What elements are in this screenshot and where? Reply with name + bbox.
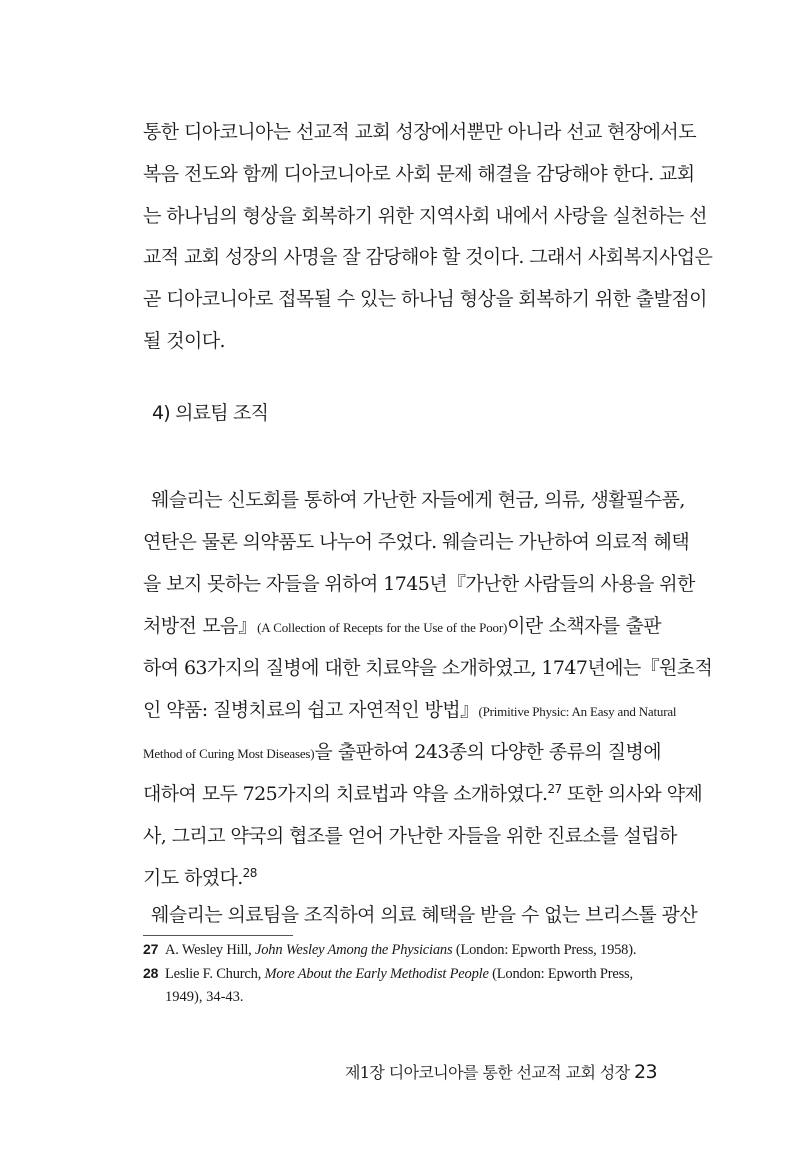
english-title: Method of Curing Most Diseases) [143, 746, 315, 761]
paragraph-line: 하여 63가지의 질병에 대한 치료약을 소개하였고, 1747년에는『원초적 [143, 657, 713, 679]
paragraph-line: 교적 교회 성장의 사명을 잘 감당해야 할 것이다. 그래서 사회복지사업은 [143, 246, 713, 268]
paragraph-line: 웨슬리는 의료팀을 조직하여 의료 혜택을 받을 수 없는 브리스톨 광산 [151, 904, 698, 926]
english-title: (Primitive Physic: An Easy and Natural [478, 704, 677, 719]
paragraph-line: 통한 디아코니아는 선교적 교회 성장에서뿐만 아니라 선교 현장에서도 [143, 121, 696, 143]
footnote [143, 938, 661, 961]
text-segment: 처방전 모음』 [143, 615, 258, 637]
page-number: 23 [634, 1061, 657, 1083]
text-segment: 대하여 모두 725가지의 치료법과 약을 소개하였다. [143, 783, 548, 805]
paragraph-line: 곧 디아코니아로 접목될 수 있는 하나님 형상을 회복하기 위한 출발점이 [143, 288, 707, 310]
footnote-number: 27 [143, 941, 159, 957]
footnote-text: (London: Epworth Press, [488, 966, 633, 982]
footnote-text: (London: Epworth Press, 1958). [452, 942, 637, 958]
text-segment: 인 약품: 질병치료의 쉽고 자연적인 방법』 [143, 699, 479, 721]
paragraph-line: 는 하나님의 형상을 회복하기 위한 지역사회 내에서 사랑을 실천하는 선 [143, 205, 707, 227]
footnote-ref[interactable]: 27 [547, 782, 562, 796]
running-head: 제1장 디아코니아를 통한 선교적 교회 성장 [344, 1063, 630, 1082]
paragraph-line: 사, 그리고 약국의 협조를 얻어 가난한 자들을 위한 진료소를 설립하 [143, 825, 677, 847]
section-heading: 4) 의료팀 조직 [152, 402, 269, 424]
paragraph-line [143, 863, 661, 893]
footnote-ref[interactable]: 28 [242, 866, 257, 880]
text-segment: 을 출판하여 243종의 다양한 종류의 질병에 [314, 741, 662, 763]
page-footer [345, 1060, 657, 1083]
footnote-text: Leslie F. Church, [165, 966, 265, 982]
paragraph-line [143, 779, 703, 809]
paragraph-line [143, 737, 661, 769]
footnote-divider [143, 935, 293, 936]
paragraph-line: 복음 전도와 함께 디아코니아로 사회 문제 해결을 감당해야 한다. 교회 [143, 163, 695, 185]
footnote [143, 962, 661, 985]
footnote-text: A. Wesley Hill, [165, 942, 256, 958]
paragraph-line [143, 695, 677, 727]
footnote-title: More About the Early Methodist People [264, 966, 489, 982]
text-segment: 또한 의사와 약제 [561, 783, 703, 805]
paragraph-line: 연탄은 물론 의약품도 나누어 주었다. 웨슬리는 가난하여 의료적 혜택 [143, 531, 690, 553]
paragraph-line [143, 611, 661, 643]
paragraph-line: 될 것이다. [143, 330, 225, 352]
footnote-number: 28 [143, 965, 159, 981]
footnote-continuation: 1949), 34-43. [165, 989, 244, 1005]
paragraph-line: 을 보지 못하는 자들을 위하여 1745년『가난한 사람들의 사용을 위한 [143, 573, 695, 595]
footnote-title: John Wesley Among the Physicians [255, 942, 453, 958]
english-title: (A Collection of Recepts for the Use of the Poor) [257, 620, 508, 635]
text-segment: 이란 소책자를 출판 [507, 615, 661, 637]
paragraph-line: 웨슬리는 신도회를 통하여 가난한 자들에게 현금, 의류, 생활필수품, [151, 489, 685, 511]
text-segment: 기도 하였다. [143, 867, 243, 889]
